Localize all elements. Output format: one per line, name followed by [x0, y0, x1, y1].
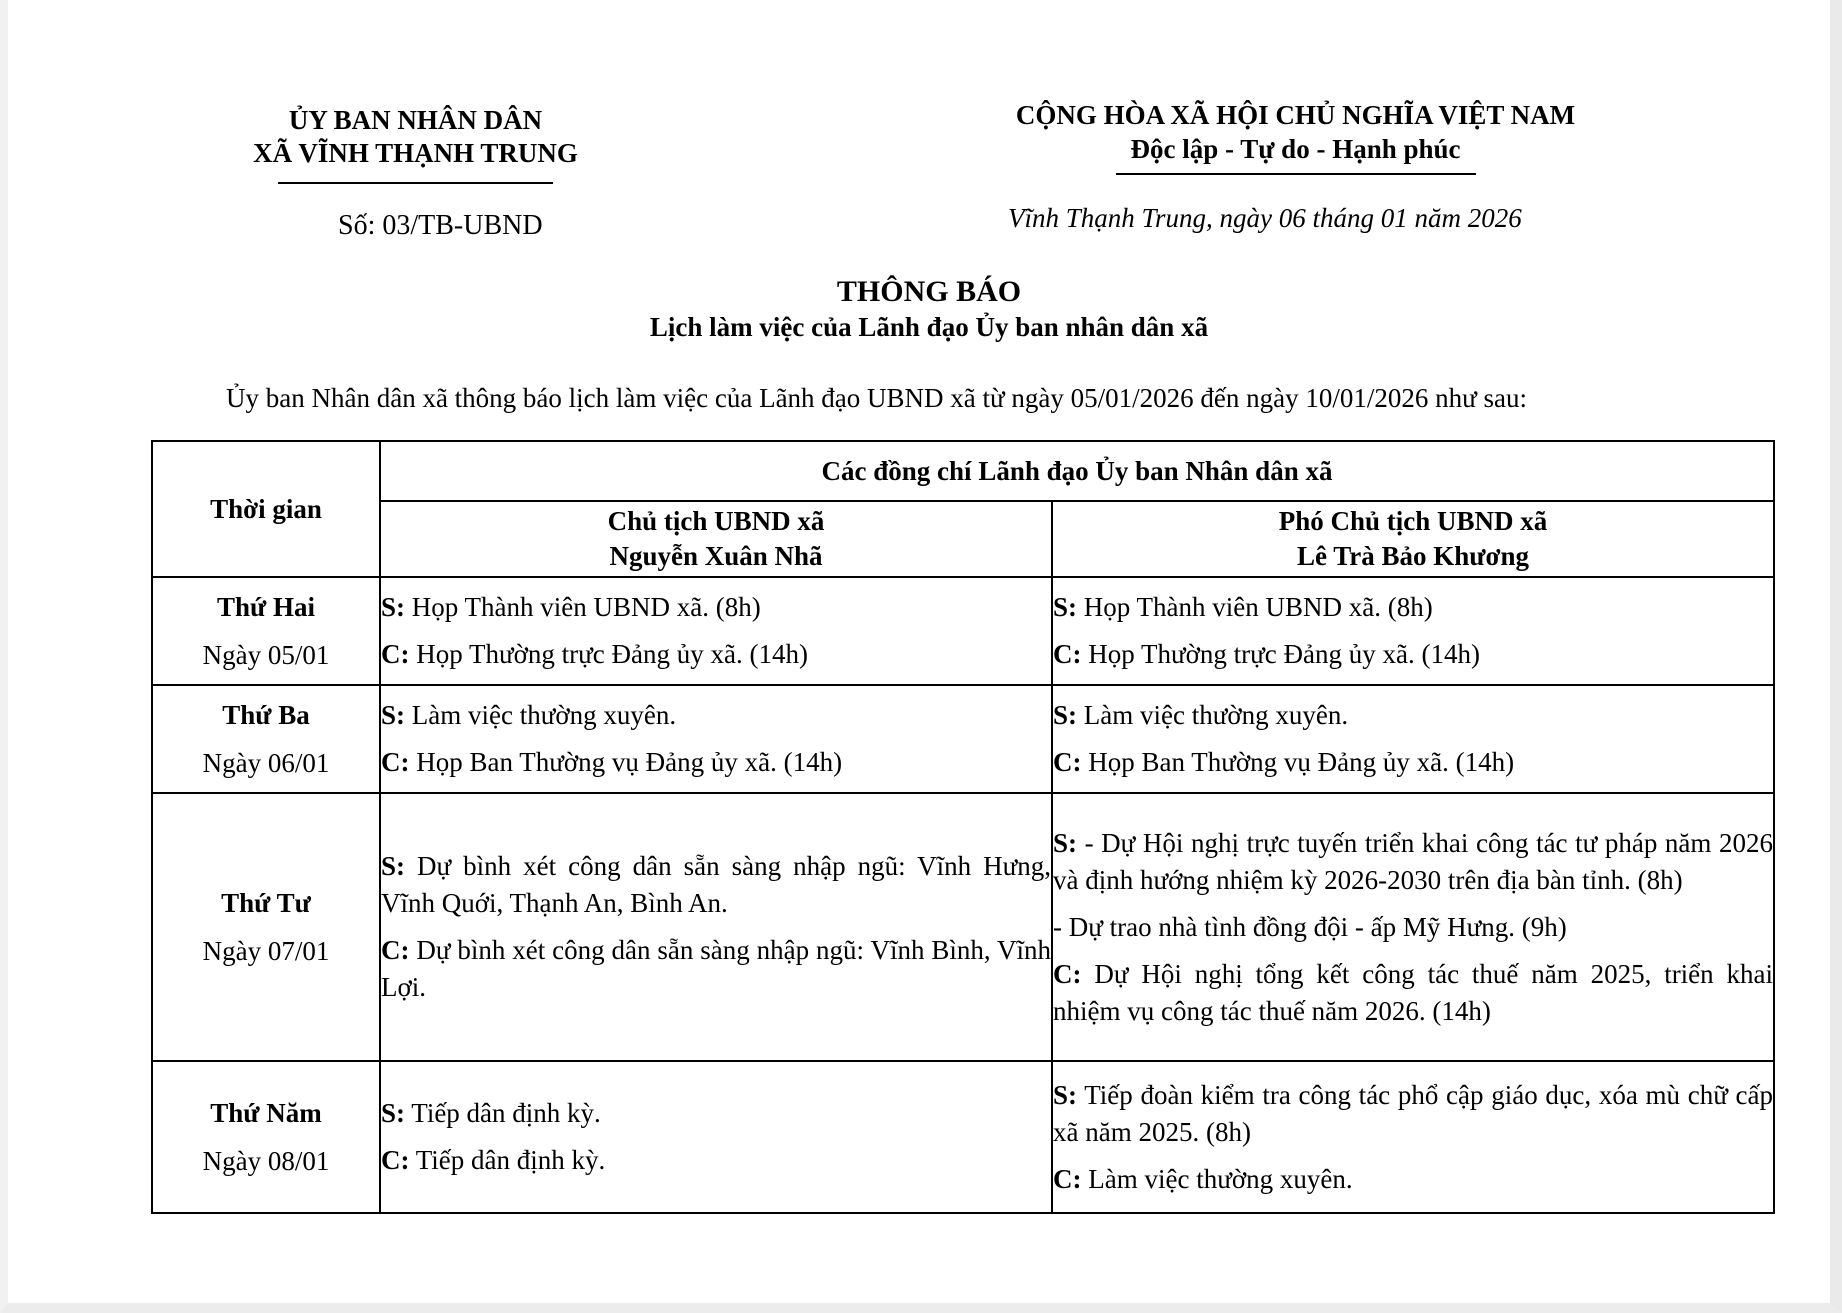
issuing-authority-block	[248, 104, 583, 184]
day-cell	[152, 577, 380, 685]
entry-text: Dự bình xét công dân sẵn sàng nhập ngũ: Vĩnh Hưng, Vĩnh Quới, Thạnh An, Bình An.	[381, 851, 1051, 918]
motto-underline	[1116, 173, 1476, 175]
authority-underline	[278, 182, 553, 184]
schedule-entry	[381, 1095, 1051, 1132]
place-date: Vĩnh Thạnh Trung, ngày 06 tháng 01 năm 2026	[1008, 203, 1522, 233]
table-row	[152, 1061, 1774, 1213]
vice-schedule-cell	[1052, 1061, 1774, 1213]
document-title-block	[8, 274, 1842, 344]
schedule-entry	[381, 697, 1051, 734]
entry-text: Dự bình xét công dân sẵn sàng nhập ngũ: Vĩnh Bình, Vĩnh Lợi.	[381, 935, 1051, 1002]
entry-text: - Dự trao nhà tình đồng đội - ấp Mỹ Hưng. (9h)	[1053, 911, 1567, 942]
schedule-entry	[1053, 744, 1773, 781]
day-date: Ngày 08/01	[202, 1146, 330, 1176]
session-tag: S:	[1053, 1079, 1078, 1110]
entry-text: Họp Ban Thường vụ Đảng ủy xã. (14h)	[1081, 747, 1515, 777]
national-motto-block	[993, 98, 1598, 175]
schedule-table	[151, 440, 1775, 1214]
entry-text: Làm việc thường xuyên.	[405, 700, 677, 730]
leaders-group-header: Các đồng chí Lãnh đạo Ủy ban Nhân dân xã	[380, 441, 1774, 501]
entry-text: Làm việc thường xuyên.	[1081, 1163, 1353, 1194]
day-cell	[152, 793, 380, 1061]
time-column-header: Thời gian	[152, 441, 380, 577]
document-number: Số: 03/TB-UBND	[338, 210, 543, 241]
day-name: Thứ Tư	[221, 888, 311, 918]
entry-text: Tiếp dân định kỳ.	[405, 1098, 601, 1128]
chair-schedule-cell	[380, 577, 1052, 685]
chair-schedule-cell	[380, 685, 1052, 793]
session-tag: C:	[381, 1145, 410, 1175]
schedule-entry	[381, 1142, 1051, 1179]
session-tag: C:	[1053, 1163, 1082, 1194]
vice-schedule-cell	[1052, 685, 1774, 793]
session-tag: C:	[1053, 639, 1082, 669]
table-row	[152, 685, 1774, 793]
schedule-entry	[1053, 956, 1773, 1030]
day-cell	[152, 685, 380, 793]
day-date: Ngày 07/01	[202, 936, 330, 966]
schedule-entry	[1053, 1077, 1773, 1151]
session-tag: S:	[381, 700, 406, 730]
national-name: CỘNG HÒA XÃ HỘI CHỦ NGHĨA VIỆT NAM	[1015, 100, 1576, 130]
entry-text: Tiếp đoàn kiểm tra công tác phổ cập giáo dục, xóa mù chữ cấp xã năm 2025. (8h)	[1053, 1079, 1774, 1147]
vice-title: Phó Chủ tịch UBND xã	[1278, 506, 1548, 536]
national-motto: Độc lập - Tự do - Hạnh phúc	[1130, 134, 1461, 164]
day-name: Thứ Ba	[222, 700, 310, 730]
document-title: THÔNG BÁO	[836, 275, 1022, 308]
table-header-row	[152, 441, 1774, 501]
entry-text: Làm việc thường xuyên.	[1077, 700, 1349, 730]
schedule-entry	[1053, 1161, 1773, 1198]
session-tag: C:	[381, 935, 410, 965]
schedule-entry	[1053, 909, 1773, 946]
chair-schedule-cell	[380, 1061, 1052, 1213]
day-cell	[152, 1061, 380, 1213]
schedule-entry	[381, 848, 1051, 922]
session-tag: S:	[381, 592, 406, 622]
schedule-entry	[381, 636, 1051, 673]
document-subtitle: Lịch làm việc của Lãnh đạo Ủy ban nhân dân xã	[649, 312, 1209, 342]
vice-schedule-cell	[1052, 793, 1774, 1061]
session-tag: C:	[381, 747, 410, 777]
entry-text: Tiếp dân định kỳ.	[409, 1145, 606, 1175]
entry-text: Họp Thành viên UBND xã. (8h)	[1077, 592, 1433, 622]
day-date: Ngày 05/01	[202, 640, 330, 670]
table-row	[152, 793, 1774, 1061]
intro-paragraph: Ủy ban Nhân dân xã thông báo lịch làm việc của Lãnh đạo UBND xã từ ngày 05/01/2026 đến ngày 10/01/2026 như sau:	[226, 383, 1527, 413]
session-tag: S:	[1053, 700, 1078, 730]
schedule-entry	[381, 932, 1051, 1006]
table-row	[152, 577, 1774, 685]
vice-schedule-cell	[1052, 577, 1774, 685]
vice-header	[1052, 501, 1774, 577]
entry-text: Họp Thành viên UBND xã. (8h)	[405, 592, 761, 622]
schedule-entry	[381, 744, 1051, 781]
chair-schedule-cell	[380, 793, 1052, 1061]
vice-name: Lê Trà Bảo Khương	[1297, 541, 1529, 571]
session-tag: S:	[381, 1098, 406, 1128]
authority-line-2: XÃ VĨNH THẠNH TRUNG	[253, 138, 578, 168]
entry-text: Họp Ban Thường vụ Đảng ủy xã. (14h)	[409, 747, 843, 777]
session-tag: C:	[1053, 958, 1082, 989]
session-tag: C:	[381, 639, 410, 669]
entry-text: Họp Thường trực Đảng ủy xã. (14h)	[1081, 639, 1480, 669]
day-name: Thứ Năm	[210, 1098, 322, 1128]
schedule-entry	[1053, 589, 1773, 626]
entry-text: - Dự Hội nghị trực tuyến triển khai công tác tư pháp năm 2026 và định hướng nhiệm kỳ 2026-2030 trên địa bàn tỉnh. (8h)	[1053, 827, 1774, 895]
day-date: Ngày 06/01	[202, 748, 330, 778]
day-name: Thứ Hai	[217, 592, 315, 622]
session-tag: S:	[1053, 827, 1078, 858]
table-subheader-row	[152, 501, 1774, 577]
authority-line-1: ỦY BAN NHÂN DÂN	[288, 105, 543, 135]
schedule-entry	[381, 589, 1051, 626]
entry-text: Họp Thường trực Đảng ủy xã. (14h)	[409, 639, 808, 669]
chair-header	[380, 501, 1052, 577]
session-tag: S:	[1053, 592, 1078, 622]
schedule-entry	[1053, 825, 1773, 899]
schedule-entry	[1053, 636, 1773, 673]
schedule-entry	[1053, 697, 1773, 734]
session-tag: S:	[381, 851, 406, 881]
entry-text: Dự Hội nghị tổng kết công tác thuế năm 2025, triển khai nhiệm vụ công tác thuế năm 2026. (14h)	[1053, 958, 1774, 1026]
chair-name: Nguyễn Xuân Nhã	[609, 541, 823, 571]
chair-title: Chủ tịch UBND xã	[607, 506, 825, 536]
session-tag: C:	[1053, 747, 1082, 777]
